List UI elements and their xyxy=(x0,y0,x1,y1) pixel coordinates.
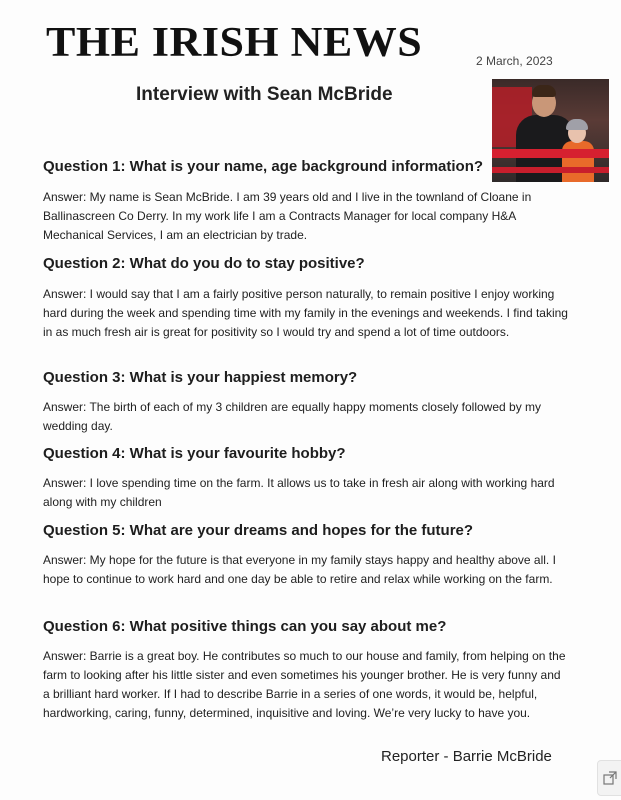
share-icon[interactable] xyxy=(597,760,621,796)
masthead: THE IRISH NEWS xyxy=(46,18,423,66)
answer-6: Answer: Barrie is a great boy. He contributes so much to our house and family, from helping on the farm to looking after his little sister and even sometimes his younger brother. He is very funny and a brilliant hard worker. If I had to describe Barrie in a series of one words, it would be, helpful, hardworking, caring, funny, determined, inquisitive and loving. We’re very lucky to have you. xyxy=(43,649,566,720)
publication-date: 2 March, 2023 xyxy=(476,54,553,68)
question-2: Question 2: What do you do to stay positive? xyxy=(43,255,365,272)
question-6: Question 6: What positive things can you say about me? xyxy=(43,618,447,635)
question-3: Question 3: What is your happiest memory? xyxy=(43,369,358,386)
reporter-credit: Reporter - Barrie McBride xyxy=(381,748,552,765)
answer-2: Answer: I would say that I am a fairly positive person naturally, to remain positive I enjoy working hard during the week and spending time with my family in the evenings and weekends. I find taking in as much fresh air is great for positivity so I would try and spend a lot of time outdoors. xyxy=(43,287,568,339)
answer-3: Answer: The birth of each of my 3 children are equally happy moments closely followed by my wedding day. xyxy=(43,400,542,433)
interview-photo xyxy=(492,79,609,182)
answer-5: Answer: My hope for the future is that everyone in my family stays happy and healthy above all. I hope to continue to work hard and one day be able to retire and relax while working on the farm. xyxy=(43,553,556,586)
interview-title: Interview with Sean McBride xyxy=(136,84,393,105)
question-4: Question 4: What is your favourite hobby? xyxy=(43,445,346,462)
answer-1: Answer: My name is Sean McBride. I am 39 years old and I live in the townland of Cloane in Ballinascreen Co Derry. In my work life I am a Contracts Manager for local company H&A Mechanical Services, I am an electrician by trade. xyxy=(43,190,532,242)
question-5: Question 5: What are your dreams and hopes for the future? xyxy=(43,522,474,539)
answer-4: Answer: I love spending time on the farm. It allows us to take in fresh air along with working hard along with my children xyxy=(43,476,555,509)
question-1: Question 1: What is your name, age background information? xyxy=(43,158,484,175)
